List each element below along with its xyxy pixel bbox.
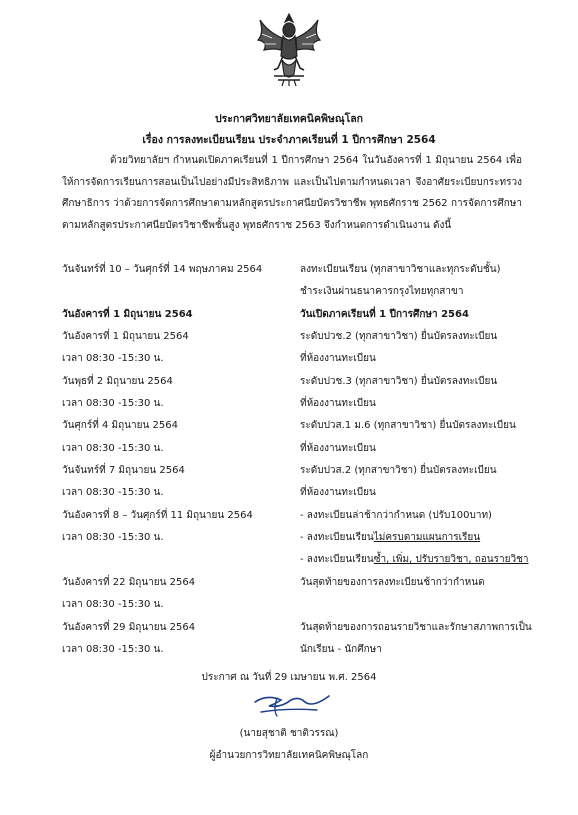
schedule-activity: ระดับปวช.3 (ทุกสาขาวิชา) ยื่นบัตรลงทะเบียน xyxy=(300,376,498,387)
schedule-date: วันอังคารที่ 8 – วันศุกร์ที่ 11 มิถุนายน 2564 xyxy=(62,510,253,521)
activity-prefix: - ลงทะเบียนเรียน xyxy=(300,554,374,565)
schedule-date: วันศุกร์ที่ 4 มิถุนายน 2564 xyxy=(62,420,178,431)
activity-emphasis: ไม่ครบตามแผนการเรียน xyxy=(373,532,481,543)
page-title: ประกาศวิทยาลัยเทคนิคพิษณุโลก xyxy=(214,113,364,125)
schedule-time: เวลา 08:30 -15:30 น. xyxy=(62,532,164,543)
schedule-location: ที่ห้องงานทะเบียน xyxy=(300,353,376,364)
schedule-date: วันจันทร์ที่ 10 – วันศุกร์ที่ 14 พฤษภาคม 2564 xyxy=(62,264,263,275)
activity-emphasis: ซ้ำ, เพิ่ม, ปรับรายวิชา, ถอนรายวิชา xyxy=(373,554,529,565)
schedule-time: เวลา 08:30 -15:30 น. xyxy=(62,398,164,409)
schedule-time: เวลา 08:30 -15:30 น. xyxy=(62,487,164,498)
schedule-activity xyxy=(300,531,480,545)
schedule-activity: วันสุดท้ายของการถอนรายวิชาและรักษาสภาพการเป็น xyxy=(300,622,532,633)
garuda-emblem-icon xyxy=(254,10,324,88)
schedule-location: ที่ห้องงานทะเบียน xyxy=(300,443,376,454)
intro-paragraph xyxy=(62,150,522,236)
schedule-date: วันพุธที่ 2 มิถุนายน 2564 xyxy=(62,376,173,387)
announcement-date: ประกาศ ณ วันที่ 29 เมษายน พ.ศ. 2564 xyxy=(201,672,377,683)
schedule-date: วันจันทร์ที่ 7 มิถุนายน 2564 xyxy=(62,465,185,476)
schedule-location: ที่ห้องงานทะเบียน xyxy=(300,487,376,498)
schedule-time: เวลา 08:30 -15:30 น. xyxy=(62,353,164,364)
schedule-activity: ระดับปวส.2 (ทุกสาขาวิชา) ยื่นบัตรลงทะเบียน xyxy=(300,465,497,476)
announcement-subject: เรื่อง การลงทะเบียนเรียน ประจำภาคเรียนที่ 1 ปีการศึกษา 2564 xyxy=(142,134,436,146)
schedule-activity: ระดับปวส.1 ม.6 (ทุกสาขาวิชา) ยื่นบัตรลงทะเบียน xyxy=(300,420,516,431)
intro-text: ด้วยวิทยาลัยฯ กำหนดเปิดภาคเรียนที่ 1 ปีการศึกษา 2564 ในวันอังคารที่ 1 มิถุนายน 2564 เพื่อให้การจัดการเรียนการสอนเป็นไปอย่างมีประสิทธิภาพ และเป็นไปตามกำหนดเวลา จึงอาศัยระเบียบกระทรวงศึกษาธิการ ว่าด้วยการจัดการศึกษาตามหลักสูตรประกาศนียบัตรวิชาชีพ พุทธศักราช 2562 การจัดการศึกษาตามหลักสูตรประกาศนียบัตรวิชาชีพชั้นสูง พุทธศักราช 2563 จึงกำหนดการดำเนินงาน ดังนี้ xyxy=(62,155,522,231)
schedule-date: วันอังคารที่ 1 มิถุนายน 2564 xyxy=(62,331,189,342)
schedule-activity: - ลงทะเบียนล่าช้ากว่ากำหนด (ปรับ100บาท) xyxy=(300,510,492,521)
signer-title: ผู้อำนวยการวิทยาลัยเทคนิคพิษณุโลก xyxy=(209,750,369,761)
schedule-date: วันอังคารที่ 29 มิถุนายน 2564 xyxy=(62,622,196,633)
schedule-location: ที่ห้องงานทะเบียน xyxy=(300,398,376,409)
schedule-time: เวลา 08:30 -15:30 น. xyxy=(62,443,164,454)
schedule-activity: วันเปิดภาคเรียนที่ 1 ปีการศึกษา 2564 xyxy=(300,309,469,320)
schedule-activity: วันสุดท้ายของการลงทะเบียนช้ากว่ากำหนด xyxy=(300,577,485,588)
schedule-activity: ลงทะเบียนเรียน (ทุกสาขาวิชาและทุกระดับชั้น) xyxy=(300,264,501,275)
activity-prefix: - ลงทะเบียนเรียน xyxy=(300,532,374,543)
schedule-time: เวลา 08:30 -15:30 น. xyxy=(62,599,164,610)
handwritten-signature-icon xyxy=(247,690,337,720)
schedule-activity: ชำระเงินผ่านธนาคารกรุงไทยทุกสาขา xyxy=(300,286,464,297)
schedule-activity xyxy=(300,553,528,567)
signer-name: (นายสุชาติ ชาติวรรณ) xyxy=(239,728,339,739)
schedule-activity: นักเรียน - นักศึกษา xyxy=(300,644,382,655)
schedule-activity: ระดับปวช.2 (ทุกสาขาวิชา) ยื่นบัตรลงทะเบียน xyxy=(300,331,498,342)
schedule-date: วันอังคารที่ 22 มิถุนายน 2564 xyxy=(62,577,196,588)
schedule-time: เวลา 08:30 -15:30 น. xyxy=(62,644,164,655)
schedule-date: วันอังคารที่ 1 มิถุนายน 2564 xyxy=(62,309,193,320)
